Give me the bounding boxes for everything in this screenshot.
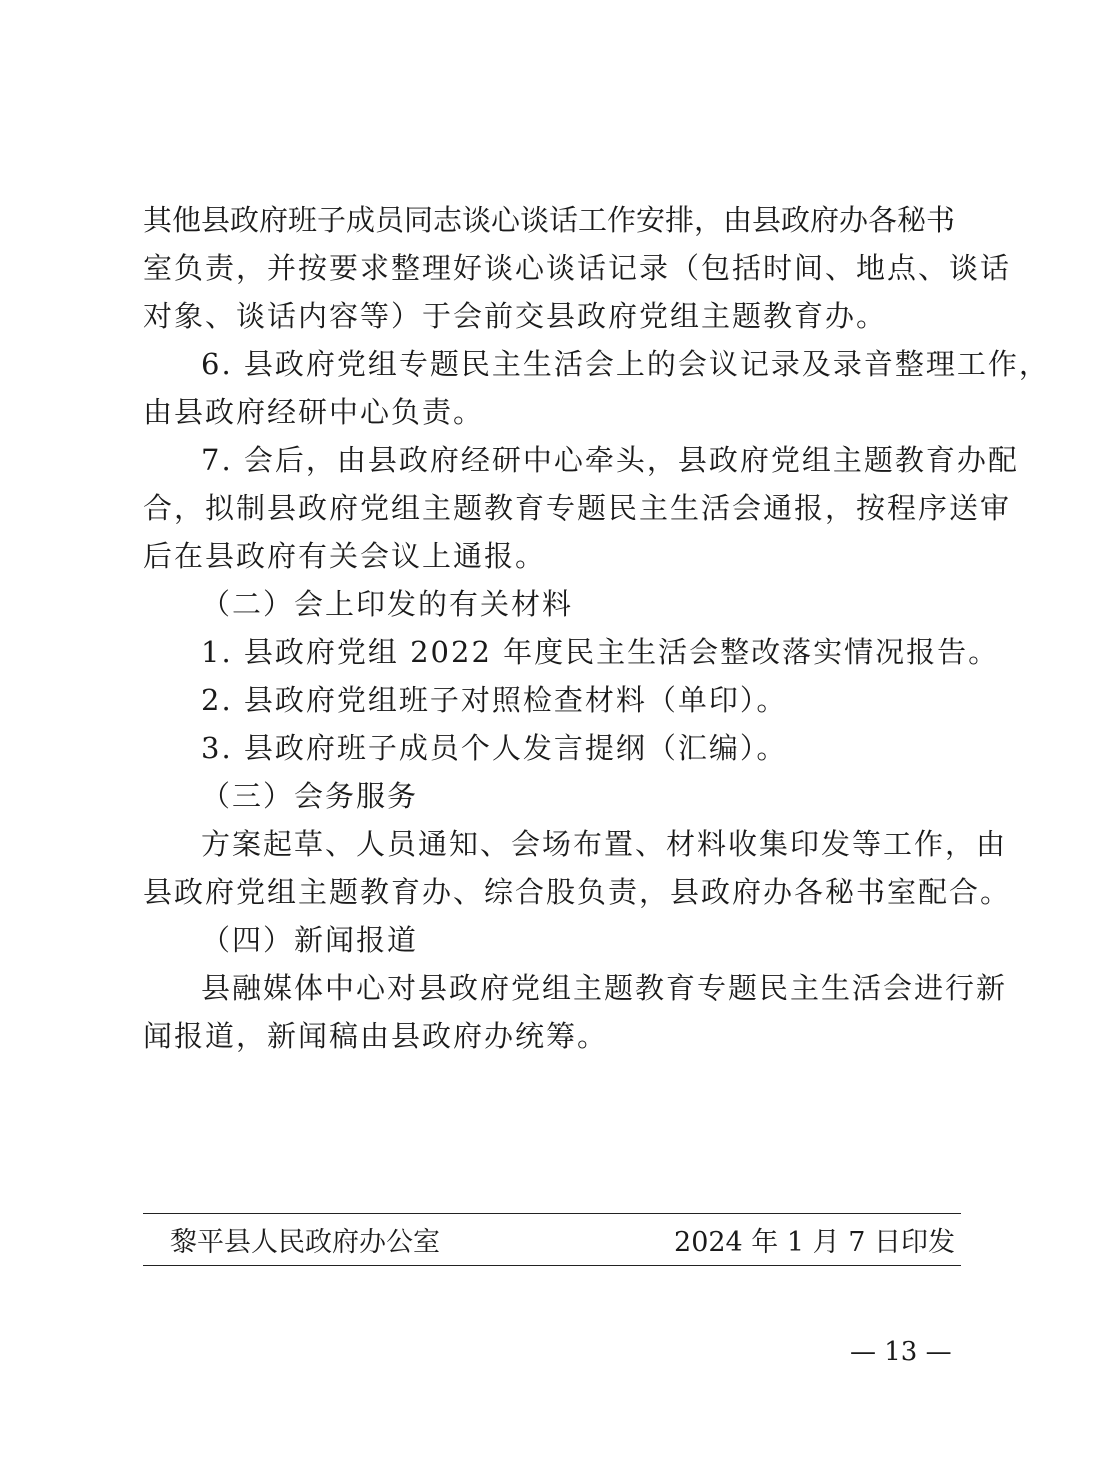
- line-text: 闻报道，新闻稿由县政府办统筹。: [143, 1019, 609, 1053]
- line-text: 室负责，并按要求整理好谈心谈话记录（包括时间、地点、谈话: [143, 251, 1012, 285]
- issuance-footer: [170, 1225, 955, 1261]
- section-heading: [143, 772, 963, 820]
- footer-top-rule: [143, 1213, 961, 1214]
- heading-text: （三）会务服务: [201, 779, 419, 813]
- section-heading: [143, 580, 963, 628]
- line-text: 7. 会后，由县政府经研中心牵头，县政府党组主题教育办配: [201, 443, 1019, 477]
- paragraph-line: [143, 964, 1008, 1012]
- heading-text: （二）会上印发的有关材料: [201, 587, 574, 621]
- line-text: 其他县政府班子成员同志谈心谈话工作安排，由县政府办各秘书: [143, 203, 956, 237]
- page-number: — 13 —: [850, 1337, 952, 1367]
- line-text: 县融媒体中心对县政府党组主题教育专题民主生活会进行新: [201, 971, 1008, 1005]
- line-text: 后在县政府有关会议上通报。: [143, 539, 547, 573]
- paragraph-line: [143, 1012, 963, 1060]
- list-item: [143, 628, 1000, 676]
- paragraph-line: [143, 436, 1019, 484]
- footer-bottom-rule: [143, 1265, 961, 1266]
- list-item-text: 3. 县政府班子成员个人发言提纲（汇编）。: [201, 731, 788, 765]
- issuer-name: 黎平县人民政府办公室: [170, 1227, 440, 1258]
- paragraph-line: [143, 820, 1008, 868]
- paragraph-line: [143, 292, 963, 340]
- paragraph-line: [143, 868, 1012, 916]
- line-text: 县政府党组主题教育办、综合股负责，县政府办各秘书室配合。: [143, 875, 1012, 909]
- heading-text: （四）新闻报道: [201, 923, 419, 957]
- line-text: 6. 县政府党组专题民主生活会上的会议记录及录音整理工作，: [201, 347, 1050, 381]
- list-item: [143, 676, 963, 724]
- document-body: [143, 196, 1050, 1060]
- list-item-text: 1. 县政府党组 2022 年度民主生活会整改落实情况报告。: [201, 635, 1000, 669]
- line-text: 对象、谈话内容等）于会前交县政府党组主题教育办。: [143, 299, 888, 333]
- line-text: 由县政府经研中心负责。: [143, 395, 485, 429]
- paragraph-line: [143, 340, 1050, 388]
- paragraph-line: [143, 196, 963, 244]
- section-heading: [143, 916, 963, 964]
- paragraph-line: [143, 484, 1012, 532]
- paragraph-line: [143, 388, 963, 436]
- line-text: 方案起草、人员通知、会场布置、材料收集印发等工作，由: [201, 827, 1008, 861]
- line-text: 合，拟制县政府党组主题教育专题民主生活会通报，按程序送审: [143, 491, 1012, 525]
- issue-date: 2024 年 1 月 7 日印发: [674, 1227, 955, 1258]
- paragraph-line: [143, 244, 1012, 292]
- list-item-text: 2. 县政府党组班子对照检查材料（单印）。: [201, 683, 788, 717]
- paragraph-line: [143, 532, 963, 580]
- list-item: [143, 724, 963, 772]
